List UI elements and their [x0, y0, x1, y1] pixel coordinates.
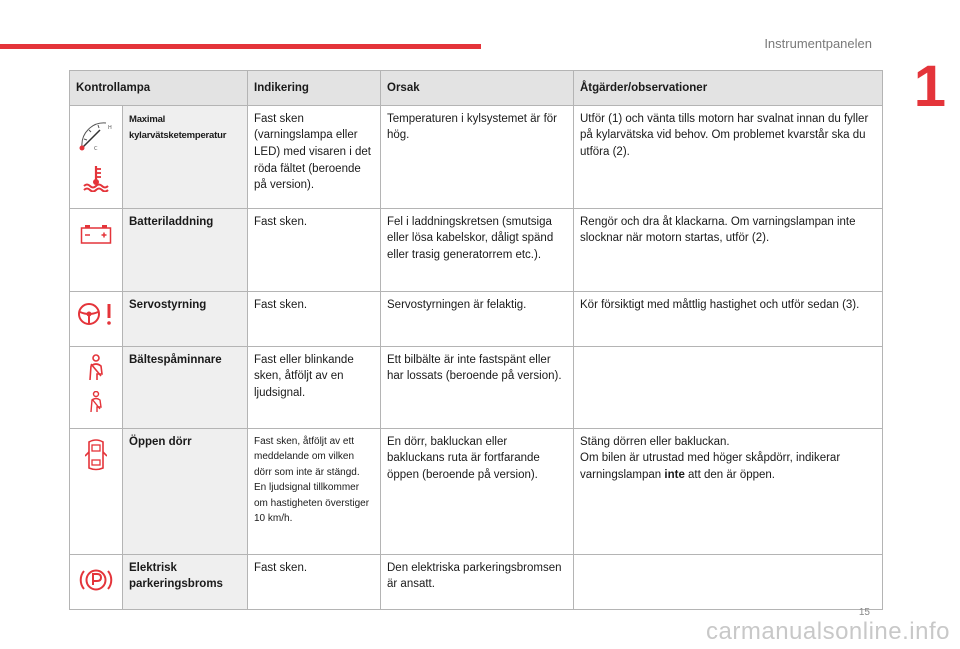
watermark: carmanualsonline.info [706, 618, 950, 645]
table-row [70, 291, 883, 346]
table-row [70, 105, 883, 208]
steering-wheel-warning-icon [76, 301, 116, 333]
action-text-end: att den är öppen. [684, 469, 775, 482]
icon-cell [70, 105, 123, 208]
column-header-cause: Orsak [381, 71, 574, 106]
cause-cell: Den elektriska parkeringsbromsen är ansatt. [381, 554, 574, 609]
indication-cell: Fast sken. [248, 554, 381, 609]
cause-cell: Servostyrningen är felaktig. [381, 291, 574, 346]
column-header-indication: Indikering [248, 71, 381, 106]
table-row [70, 208, 883, 291]
lamp-name: Maximal kylarvätsketemperatur [129, 113, 227, 142]
parking-brake-icon [76, 566, 116, 600]
table-row [70, 428, 883, 554]
lamp-name-cell [123, 105, 248, 208]
coolant-temperature-icon [76, 164, 116, 198]
open-door-icon [76, 438, 116, 478]
indication-cell: Fast sken (varningslampa eller LED) med visaren i det röda fältet (beroende på version). [248, 105, 381, 208]
lamp-name: Elektrisk parkeringsbroms [123, 554, 248, 609]
svg-text:C: C [94, 145, 98, 151]
action-cell: Utför (1) och vänta tills motorn har svalnat innan du fyller på kylarvätska vid behov. Om problemet kvarstår ska du utföra (2). [574, 105, 883, 208]
section-title: Instrumentpanelen [764, 36, 872, 51]
cause-cell: Fel i laddningskretsen (smutsiga eller lösa kabelskor, dåligt spänd eller trasig generatorrem etc.). [381, 208, 574, 291]
action-cell [574, 554, 883, 609]
seatbelt-icon [76, 354, 116, 388]
table-row [70, 554, 883, 609]
temperature-gauge-icon [76, 117, 116, 157]
action-cell [574, 346, 883, 428]
action-cell [574, 428, 883, 554]
lamp-name: Bältespåminnare [123, 346, 248, 428]
table-header-row [70, 71, 883, 106]
cause-cell: En dörr, bakluckan eller bakluckans ruta är fortfarande öppen (beroende på version). [381, 428, 574, 554]
action-cell: Kör försiktigt med måttlig hastighet och utför sedan (3). [574, 291, 883, 346]
indication-cell: Fast sken, åtföljt av ett meddelande om vilken dörr som inte är stängd. En ljudsignal tillkommer om hastigheten överstiger 10 km/h. [248, 428, 381, 554]
lamp-name: Öppen dörr [123, 428, 248, 554]
svg-text:H: H [108, 124, 112, 131]
battery-icon [76, 224, 116, 250]
action-emphasis: inte [664, 469, 685, 482]
indication-cell: Fast sken. [248, 291, 381, 346]
indication-cell: Fast sken. [248, 208, 381, 291]
icon-cell [70, 428, 123, 554]
icon-cell [70, 208, 123, 291]
cause-cell: Temperaturen i kylsystemet är för hög. [381, 105, 574, 208]
icon-cell [70, 291, 123, 346]
page-number: 15 [858, 607, 870, 618]
top-accent-bar [0, 44, 481, 49]
icon-cell [70, 554, 123, 609]
indication-cell: Fast eller blinkande sken, åtföljt av en ljudsignal. [248, 346, 381, 428]
warning-lamp-table [69, 70, 883, 610]
action-text: Stäng dörren eller bakluckan. Om bilen är utrustad med höger skåpdörr, indikerar varningslampan [580, 435, 841, 482]
icon-cell [70, 346, 123, 428]
action-cell: Rengör och dra åt klackarna. Om varningslampan inte slocknar när motorn startas, utför (2). [574, 208, 883, 291]
seatbelt-small-icon [76, 391, 116, 419]
cause-cell: Ett bilbälte är inte fastspänt eller har lossats (beroende på version). [381, 346, 574, 428]
lamp-name: Batteriladdning [123, 208, 248, 291]
lamp-name: Servostyrning [123, 291, 248, 346]
section-number: 1 [913, 54, 946, 119]
column-header-lamp: Kontrollampa [70, 71, 248, 106]
table-row [70, 346, 883, 428]
column-header-action: Åtgärder/observationer [574, 71, 883, 106]
